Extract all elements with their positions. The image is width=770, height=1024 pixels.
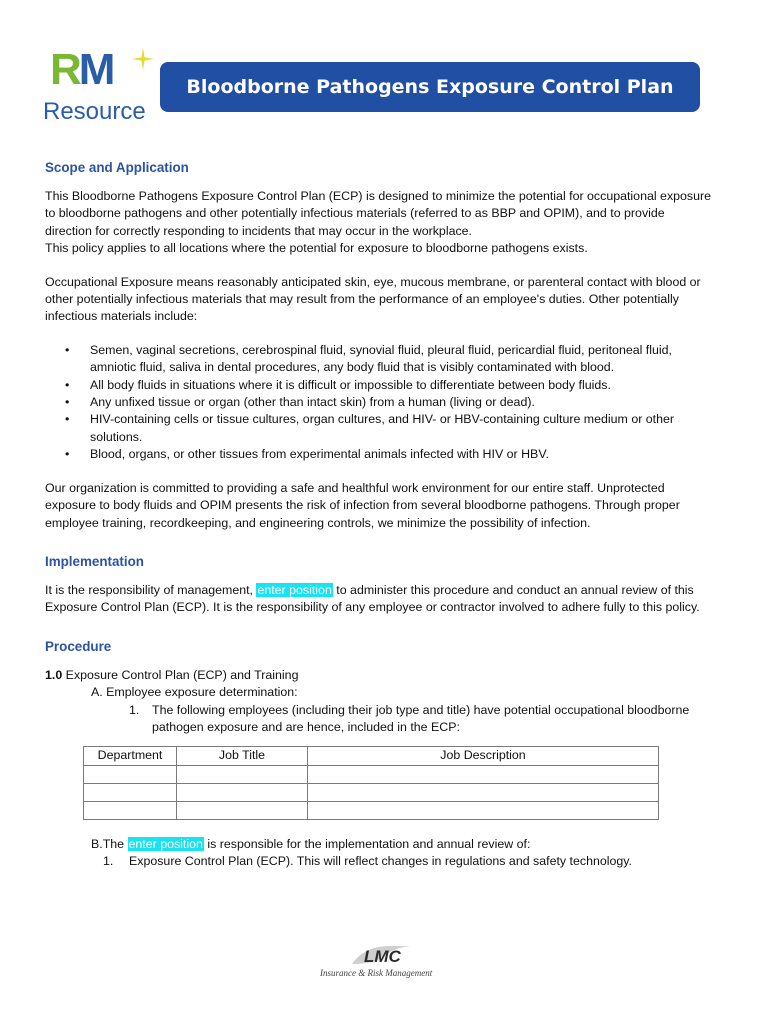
scope-paragraph-3 — [45, 480, 730, 532]
table-row — [84, 801, 659, 819]
scope-p1-line: This policy applies to all locations where the potential for exposure to bloodborne pathogens exists. — [45, 241, 588, 256]
table-cell[interactable] — [308, 765, 659, 783]
scope-p1-line: to bloodborne pathogens and other potentially infectious materials (referred to as BBP and OPIM), and to provide — [45, 206, 665, 221]
implementation-text: Exposure Control Plan (ECP). It is the responsibility of any employee or contractor involved to adhere fully to this policy. — [45, 600, 700, 615]
logo-resource-word: Resource — [43, 98, 146, 125]
item-number: 1. — [103, 854, 114, 869]
procedure-section-title — [45, 667, 730, 684]
list-item — [45, 377, 730, 394]
logo-r: R — [50, 45, 79, 94]
document-body — [45, 158, 730, 871]
list-item-text: solutions. — [90, 429, 143, 444]
procedure-item-1 — [45, 702, 730, 737]
scope-p2-line: other potentially infectious materials that may result from the performance of an employee's duties. Other potentially — [45, 292, 679, 307]
list-item-text: Any unfixed tissue or organ (other than intact skin) from a human (living or dead). — [90, 395, 535, 410]
scope-paragraph-1 — [45, 188, 730, 258]
procedure-item-a: A. Employee exposure determination: — [91, 685, 298, 700]
list-item — [45, 411, 730, 446]
bullet-icon: • — [65, 447, 70, 462]
list-item-text: amniotic fluid, saliva in dental procedures, any body fluid that is visibly contaminated with blood. — [90, 360, 615, 375]
list-item-text: Blood, organs, or other tissues from experimental animals infected with HIV or HBV. — [90, 447, 549, 462]
column-header-job-description: Job Description — [308, 747, 659, 765]
implementation-paragraph — [45, 582, 730, 617]
scope-p1-line: This Bloodborne Pathogens Exposure Control Plan (ECP) is designed to minimize the potential for occupational exposure — [45, 189, 712, 203]
exposure-table — [83, 746, 659, 819]
table-cell[interactable] — [308, 801, 659, 819]
position-input-field-2[interactable]: enter position — [128, 836, 203, 851]
item-text — [129, 702, 730, 737]
document-title: Bloodborne Pathogens Exposure Control Plan — [160, 62, 700, 112]
table-cell[interactable] — [177, 765, 308, 783]
bullet-icon: • — [65, 412, 70, 427]
list-item — [45, 342, 730, 377]
position-input-field[interactable]: enter position — [257, 582, 332, 597]
table-cell[interactable] — [177, 783, 308, 801]
implementation-text: It is the responsibility of management, — [45, 582, 257, 597]
scope-p1-line: direction for correctly responding to incidents that may occur in the workplace. — [45, 223, 472, 238]
implementation-text: to administer this procedure and conduct an annual review of this — [332, 582, 694, 597]
implementation-heading: Implementation — [45, 553, 144, 569]
scope-heading: Scope and Application — [45, 160, 189, 175]
table-cell[interactable] — [84, 765, 177, 783]
scope-p3-line: Our organization is committed to providing a safe and healthful work environment for our entire staff. Unprotected — [45, 480, 665, 495]
scope-p3-line: employee training, recordkeeping, and engineering controls, we minimize the possibility of infection. — [45, 515, 591, 530]
scope-p2-line: Occupational Exposure means reasonably anticipated skin, eye, mucous membrane, or parenteral contact with blood or — [45, 274, 701, 289]
procedure-item-b — [45, 836, 730, 853]
item-line: The following employees (including their job type and title) have potential occupational bloodborne — [152, 702, 690, 717]
scope-paragraph-2 — [45, 274, 730, 326]
bullet-icon: • — [65, 395, 70, 410]
logo-rm-text — [50, 46, 112, 94]
table-cell[interactable] — [84, 783, 177, 801]
table-row — [84, 783, 659, 801]
item-number: 1. — [129, 702, 140, 717]
item-b-text: B.The — [91, 836, 128, 851]
logo-m: M — [78, 45, 113, 94]
section-number: 1.0 — [45, 667, 63, 682]
lmc-logo-text: LMC — [364, 947, 401, 966]
table-row — [84, 765, 659, 783]
list-item — [45, 446, 730, 463]
lmc-logo-mark — [350, 944, 412, 966]
item-line: pathogen exposure and are hence, included in the ECP: — [152, 719, 460, 734]
list-item-text: HIV-containing cells or tissue cultures, organ cultures, and HIV- or HBV-containing culture medium or other — [90, 412, 675, 427]
lmc-tagline: Insurance & Risk Management — [320, 968, 433, 978]
procedure-heading: Procedure — [45, 638, 112, 654]
column-header-job-title: Job Title — [177, 747, 308, 765]
item-text: Exposure Control Plan (ECP). This will reflect changes in regulations and safety technology. — [129, 854, 632, 869]
item-b-text: is responsible for the implementation and annual review of: — [203, 836, 531, 851]
opim-list — [45, 342, 730, 464]
list-item-text: All body fluids in situations where it is difficult or impossible to differentiate between body fluids. — [90, 377, 611, 392]
section-title: Exposure Control Plan (ECP) and Training — [62, 667, 299, 682]
list-item-text: Semen, vaginal secretions, cerebrospinal fluid, synovial fluid, pleural fluid, pericardial fluid, peritoneal fluid, — [90, 342, 672, 357]
lmc-footer-logo — [320, 944, 460, 980]
list-item — [45, 394, 730, 411]
table-header-row — [84, 747, 659, 765]
table-cell[interactable] — [308, 783, 659, 801]
procedure-item-b1 — [45, 853, 730, 870]
bullet-icon: • — [65, 342, 70, 357]
scope-p3-line: exposure to body fluids and OPIM presents the risk of infection from several bloodborne pathogens. Through proper — [45, 498, 680, 513]
rm-resource-logo — [40, 46, 162, 130]
column-header-department: Department — [84, 747, 177, 765]
plus-star-icon — [132, 48, 154, 70]
table-cell[interactable] — [177, 801, 308, 819]
bullet-icon: • — [65, 377, 70, 392]
scope-p2-line: infectious materials include: — [45, 309, 198, 324]
table-cell[interactable] — [84, 801, 177, 819]
